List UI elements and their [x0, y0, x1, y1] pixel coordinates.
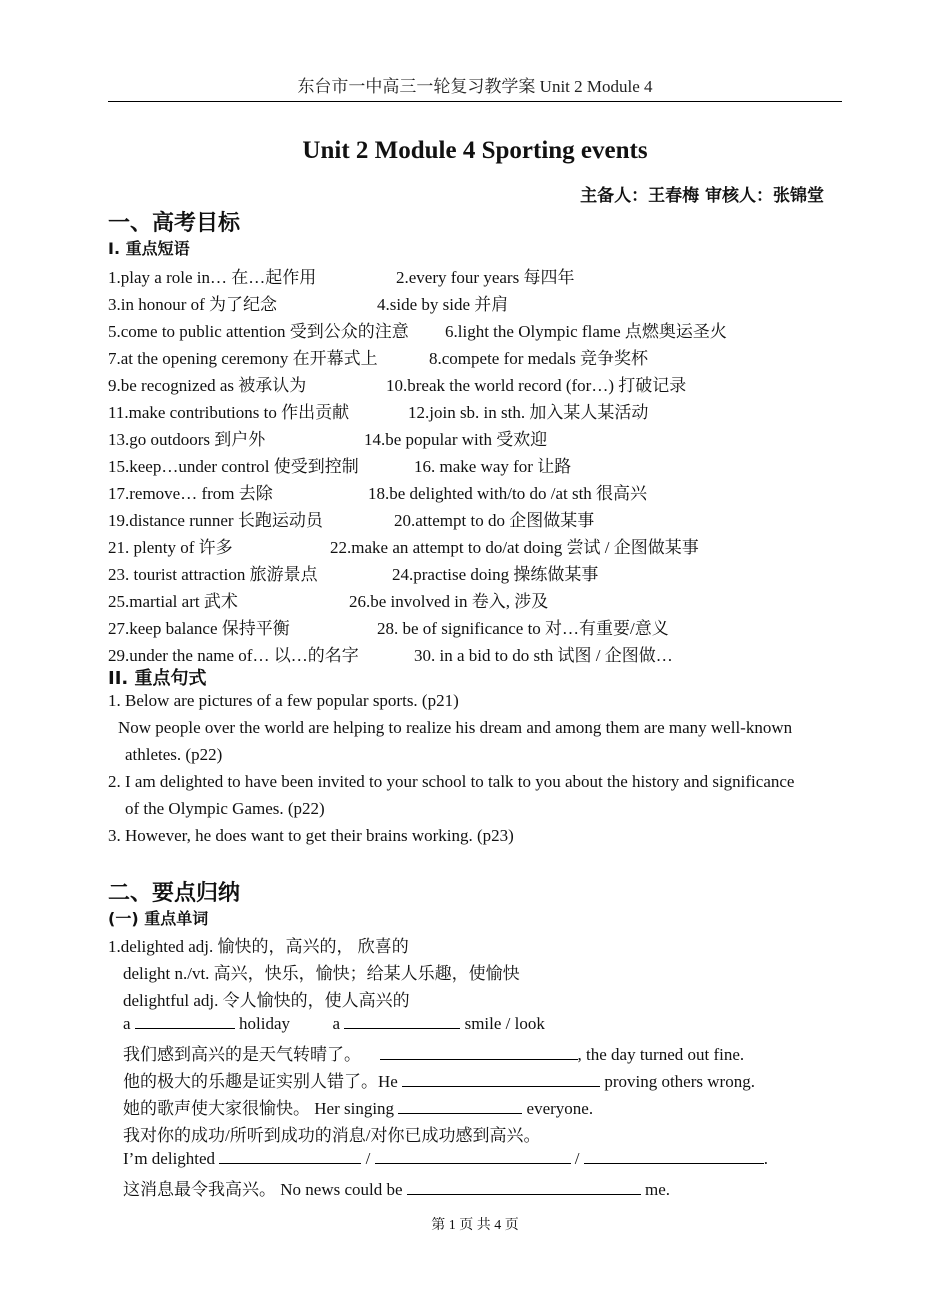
phrase-item: 8.compete for medals 竞争奖杯 — [429, 349, 649, 368]
phrase-item: 27.keep balance 保持平衡 — [108, 619, 290, 638]
text: / — [365, 1149, 371, 1168]
fill-blank[interactable] — [380, 1044, 578, 1060]
word-delightful: delightful adj. 令人愉快的，使人高兴的 — [123, 991, 410, 1010]
phrase-item: 28. be of significance to 对…有重要/意义 — [377, 619, 669, 638]
authors-line: 主备人：王春梅 审核人：张锦堂 — [580, 186, 824, 206]
phrase-item: 15.keep…under control 使受到控制 — [108, 457, 359, 476]
phrase-item: 4.side by side 并肩 — [377, 295, 509, 314]
word-delight: delight n./vt. 高兴，快乐，愉快；给某人乐趣，使愉快 — [123, 964, 520, 983]
text: 我们感到高兴的是天气转晴了。 — [123, 1045, 361, 1064]
phrase-item: 12.join sb. in sth. 加入某人某活动 — [408, 403, 649, 422]
exercise-line-2 — [123, 1040, 744, 1065]
sentence-1b: Now people over the world are helping to realize his dream and among them are many well-known — [118, 718, 793, 737]
phrase-item: 25.martial art 武术 — [108, 592, 238, 611]
phrase-item: 24.practise doing 操练做某事 — [392, 565, 599, 584]
phrase-item: 29.under the name of… 以…的名字 — [108, 646, 359, 665]
phrase-item: 9.be recognized as 被承认为 — [108, 376, 307, 395]
phrase-item: 13.go outdoors 到户外 — [108, 430, 266, 449]
phrases-heading: I. 重点短语 — [108, 239, 190, 258]
text: a — [332, 1014, 341, 1033]
fill-blank[interactable] — [398, 1098, 522, 1114]
phrase-item: 17.remove… from 去除 — [108, 484, 273, 503]
text: 她的歌声使大家很愉快。 Her singing — [123, 1099, 395, 1118]
phrase-item: 30. in a bid to do sth 试图 / 企图做… — [414, 646, 673, 665]
words-heading: (一) 重点单词 — [108, 909, 209, 928]
phrase-item: 19.distance runner 长跑运动员 — [108, 511, 323, 530]
phrase-item: 23. tourist attraction 旅游景点 — [108, 565, 318, 584]
text: proving others wrong. — [604, 1072, 755, 1091]
fill-blank[interactable] — [344, 1013, 460, 1029]
page-footer: 第 1 页 共 4 页 — [431, 1218, 519, 1233]
word-delighted: 1.delighted adj. 愉快的，高兴的， 欣喜的 — [108, 937, 409, 956]
fill-blank[interactable] — [407, 1179, 641, 1195]
text: 他的极大的乐趣是证实别人错了。He — [123, 1072, 398, 1091]
text: holiday — [239, 1014, 291, 1033]
phrase-item: 26.be involved in 卷入, 涉及 — [349, 592, 549, 611]
sentence-1c: athletes. (p22) — [125, 745, 223, 764]
text: a — [123, 1014, 131, 1033]
sentences-heading: II. 重点句式 — [108, 668, 207, 689]
exercise-line-7 — [123, 1175, 670, 1200]
section1-heading: 一、高考目标 — [108, 211, 241, 236]
phrase-item: 11.make contributions to 作出贡献 — [108, 403, 350, 422]
fill-blank[interactable] — [135, 1013, 235, 1029]
phrase-item: 18.be delighted with/to do /at sth 很高兴 — [368, 484, 648, 503]
sentence-3: 3. However, he does want to get their brains working. (p23) — [108, 826, 514, 845]
exercise-line-6 — [123, 1148, 768, 1169]
sentence-2: 2. I am delighted to have been invited to your school to talk to you about the history and significance — [108, 772, 795, 791]
phrase-item: 1.play a role in… 在…起作用 — [108, 268, 317, 287]
phrase-item: 2.every four years 每四年 — [396, 268, 575, 287]
phrase-item: 6.light the Olympic flame 点燃奥运圣火 — [445, 322, 727, 341]
text: . — [763, 1149, 769, 1168]
text: / — [574, 1149, 580, 1168]
text: 这消息最令我高兴。 No news could be — [123, 1180, 403, 1199]
page-header: 东台市一中高三一轮复习教学案 Unit 2 Module 4 — [297, 77, 653, 96]
fill-blank[interactable] — [219, 1148, 361, 1164]
text: I’m delighted — [123, 1149, 216, 1168]
phrase-item: 10.break the world record (for…) 打破记录 — [386, 376, 687, 395]
phrase-item: 7.at the opening ceremony 在开幕式上 — [108, 349, 378, 368]
exercise-line-1 — [123, 1013, 545, 1034]
text: me. — [645, 1180, 671, 1199]
document-title: Unit 2 Module 4 Sporting events — [302, 137, 648, 164]
sentence-2b: of the Olympic Games. (p22) — [125, 799, 325, 818]
fill-blank[interactable] — [584, 1148, 764, 1164]
phrase-item: 22.make an attempt to do/at doing 尝试 / 企图做某事 — [330, 538, 699, 557]
phrase-item: 5.come to public attention 受到公众的注意 — [108, 322, 409, 341]
text: smile / look — [464, 1014, 545, 1033]
text: everyone. — [526, 1099, 594, 1118]
phrase-item: 16. make way for 让路 — [414, 457, 572, 476]
phrase-item: 20.attempt to do 企图做某事 — [394, 511, 595, 530]
exercise-line-3 — [123, 1067, 755, 1092]
phrase-item: 21. plenty of 许多 — [108, 538, 233, 557]
header-rule — [108, 101, 842, 102]
phrase-item: 3.in honour of 为了纪念 — [108, 295, 278, 314]
section2-heading: 二、要点归纳 — [108, 881, 241, 906]
fill-blank[interactable] — [375, 1148, 571, 1164]
fill-blank[interactable] — [402, 1071, 600, 1087]
exercise-line-5: 我对你的成功/所听到成功的消息/对你已成功感到高兴。 — [123, 1126, 541, 1145]
sentence-1: 1. Below are pictures of a few popular sports. (p21) — [108, 691, 459, 710]
phrase-item: 14.be popular with 受欢迎 — [364, 430, 548, 449]
exercise-line-4 — [123, 1094, 593, 1119]
text: , the day turned out fine. — [577, 1045, 745, 1064]
